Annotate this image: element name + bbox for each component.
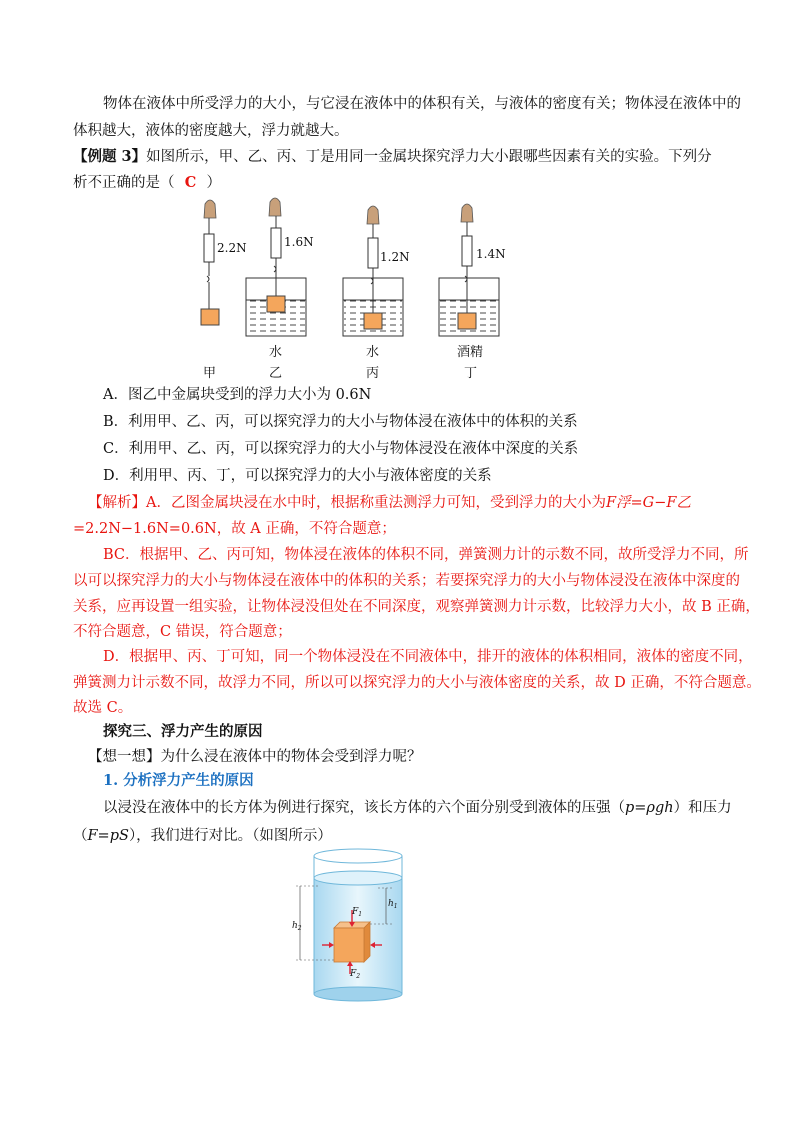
analysis-a-formula: F浮=G−F乙 bbox=[605, 495, 691, 511]
example3-stem-line-1 bbox=[73, 147, 712, 167]
metal-block bbox=[267, 296, 285, 312]
liquid-yi: 水 bbox=[269, 345, 283, 360]
analysis-line-6: 不符合题意，C 错误，符合题意； bbox=[73, 624, 292, 640]
analysis-line-2: =2.2N−1.6N=0.6N，故 A 正确，不符合题意； bbox=[73, 521, 396, 537]
caption-bing: 丙 bbox=[366, 366, 380, 381]
block-side bbox=[364, 922, 370, 962]
force-formula: F=pS bbox=[87, 828, 129, 844]
metal-block bbox=[458, 313, 476, 329]
spring-scale bbox=[368, 238, 378, 268]
example3-stem-close: ） bbox=[206, 175, 221, 191]
analysis-line-5: 关系，应再设置一组实验，让物体浸没但处在不同深度，观察弹簧测力计示数，比较浮力大小，故 B 正确， bbox=[73, 599, 760, 615]
analysis-a-text: 【解析】A．乙图金属块浸在水中时，根据称重法测浮力可知，受到浮力的大小为 bbox=[88, 495, 606, 511]
example3-stem-2: 析不正确的是（ bbox=[73, 175, 175, 191]
section3-heading: 探究三、浮力产生的原因 bbox=[103, 723, 263, 740]
intro-line-1: 物体在液体中所受浮力的大小，与它浸在液体中的体积有关，与液体的密度有关；物体浸在液体中的 bbox=[103, 96, 741, 112]
example3-stem-line-2 bbox=[73, 173, 221, 193]
hand-icon bbox=[367, 206, 379, 224]
option-c: C．利用甲、乙、丙，可以探究浮力的大小与物体浸没在液体中深度的关系 bbox=[103, 441, 579, 457]
metal-block bbox=[364, 313, 382, 329]
analysis-line-1 bbox=[88, 493, 691, 513]
setup-jia bbox=[201, 200, 247, 325]
hand-icon bbox=[461, 204, 473, 222]
reading-bing: 1.2N bbox=[380, 250, 410, 264]
intro-line-2: 体积越大，液体的密度越大，浮力就越大。 bbox=[73, 123, 349, 139]
option-b: B．利用甲、乙、丙，可以探究浮力的大小与物体浸在液体中的体积的关系 bbox=[103, 414, 578, 430]
think-prompt: 【想一想】为什么浸在液体中的物体会受到浮力呢？ bbox=[88, 749, 422, 765]
metal-block bbox=[201, 309, 219, 325]
block-front bbox=[334, 928, 364, 962]
spring-scale bbox=[271, 228, 281, 258]
spring-scale bbox=[462, 236, 472, 266]
subheading-1: 1. 分析浮力产生的原因 bbox=[103, 772, 254, 789]
hand-icon bbox=[204, 200, 216, 218]
caption-jia: 甲 bbox=[203, 366, 217, 381]
analysis-line-4: 以可以探究浮力的大小与物体浸在液体中的体积的关系；若要探究浮力的大小与物体浸没在液体中深度的 bbox=[73, 573, 740, 589]
reading-yi: 1.6N bbox=[284, 235, 314, 249]
analysis-line-3: BC．根据甲、乙、丙可知，物体浸在液体的体积不同，弹簧测力计的示数不同，故所受浮力不同，所 bbox=[103, 547, 749, 563]
setup-yi bbox=[246, 198, 314, 336]
section3-paragraph-line-1 bbox=[103, 798, 732, 818]
caption-yi: 乙 bbox=[269, 366, 283, 381]
label-h1: $h_1$ bbox=[388, 899, 398, 910]
example3-label: 【例题 3】 bbox=[73, 148, 147, 165]
setup-ding bbox=[439, 204, 506, 336]
section3-p1-post: ）和压力 bbox=[673, 800, 732, 816]
example3-answer: C bbox=[184, 174, 197, 191]
hand-icon bbox=[269, 198, 281, 216]
setup-bing bbox=[343, 206, 410, 336]
pressure-formula: p=ρgh bbox=[625, 800, 674, 816]
section3-p1: 以浸没在液体中的长方体为例进行探究，该长方体的六个面分别受到液体的压强（ bbox=[103, 800, 625, 816]
section3-p2-post: ），我们进行对比。（如图所示） bbox=[128, 828, 332, 844]
liquid-bing: 水 bbox=[366, 345, 380, 360]
analysis-line-7: D．根据甲、丙、丁可知，同一个物体浸没在不同液体中，排开的液体的体积相同，液体的密度不同， bbox=[103, 649, 753, 665]
reading-jia: 2.2N bbox=[217, 241, 247, 255]
section3-p2-pre: （ bbox=[73, 828, 88, 844]
buoyancy-experiment-figure bbox=[180, 196, 520, 386]
section3-paragraph-line-2 bbox=[73, 826, 332, 846]
reading-ding: 1.4N bbox=[476, 247, 506, 261]
analysis-line-8: 弹簧测力计示数不同，故浮力不同，所以可以探究浮力的大小与液体密度的关系，故 D 正确，不符合题意。 bbox=[73, 675, 761, 691]
liquid-ding: 酒精 bbox=[457, 345, 484, 360]
example3-stem-1: 如图所示，甲、乙、丙、丁是用同一金属块探究浮力大小跟哪些因素有关的实验。下列分 bbox=[146, 149, 712, 165]
submerged-block-figure bbox=[290, 848, 430, 1010]
label-f2: $F_2$ bbox=[350, 969, 361, 980]
analysis-line-9: 故选 C。 bbox=[73, 700, 133, 716]
spring-scale bbox=[204, 234, 214, 262]
label-f1: $F_1$ bbox=[352, 907, 363, 918]
caption-ding: 丁 bbox=[464, 366, 478, 381]
option-d: D．利用甲、丙、丁，可以探究浮力的大小与液体密度的关系 bbox=[103, 468, 492, 484]
label-h2: $h_2$ bbox=[292, 921, 302, 932]
option-a: A．图乙中金属块受到的浮力大小为 0.6N bbox=[103, 387, 372, 403]
